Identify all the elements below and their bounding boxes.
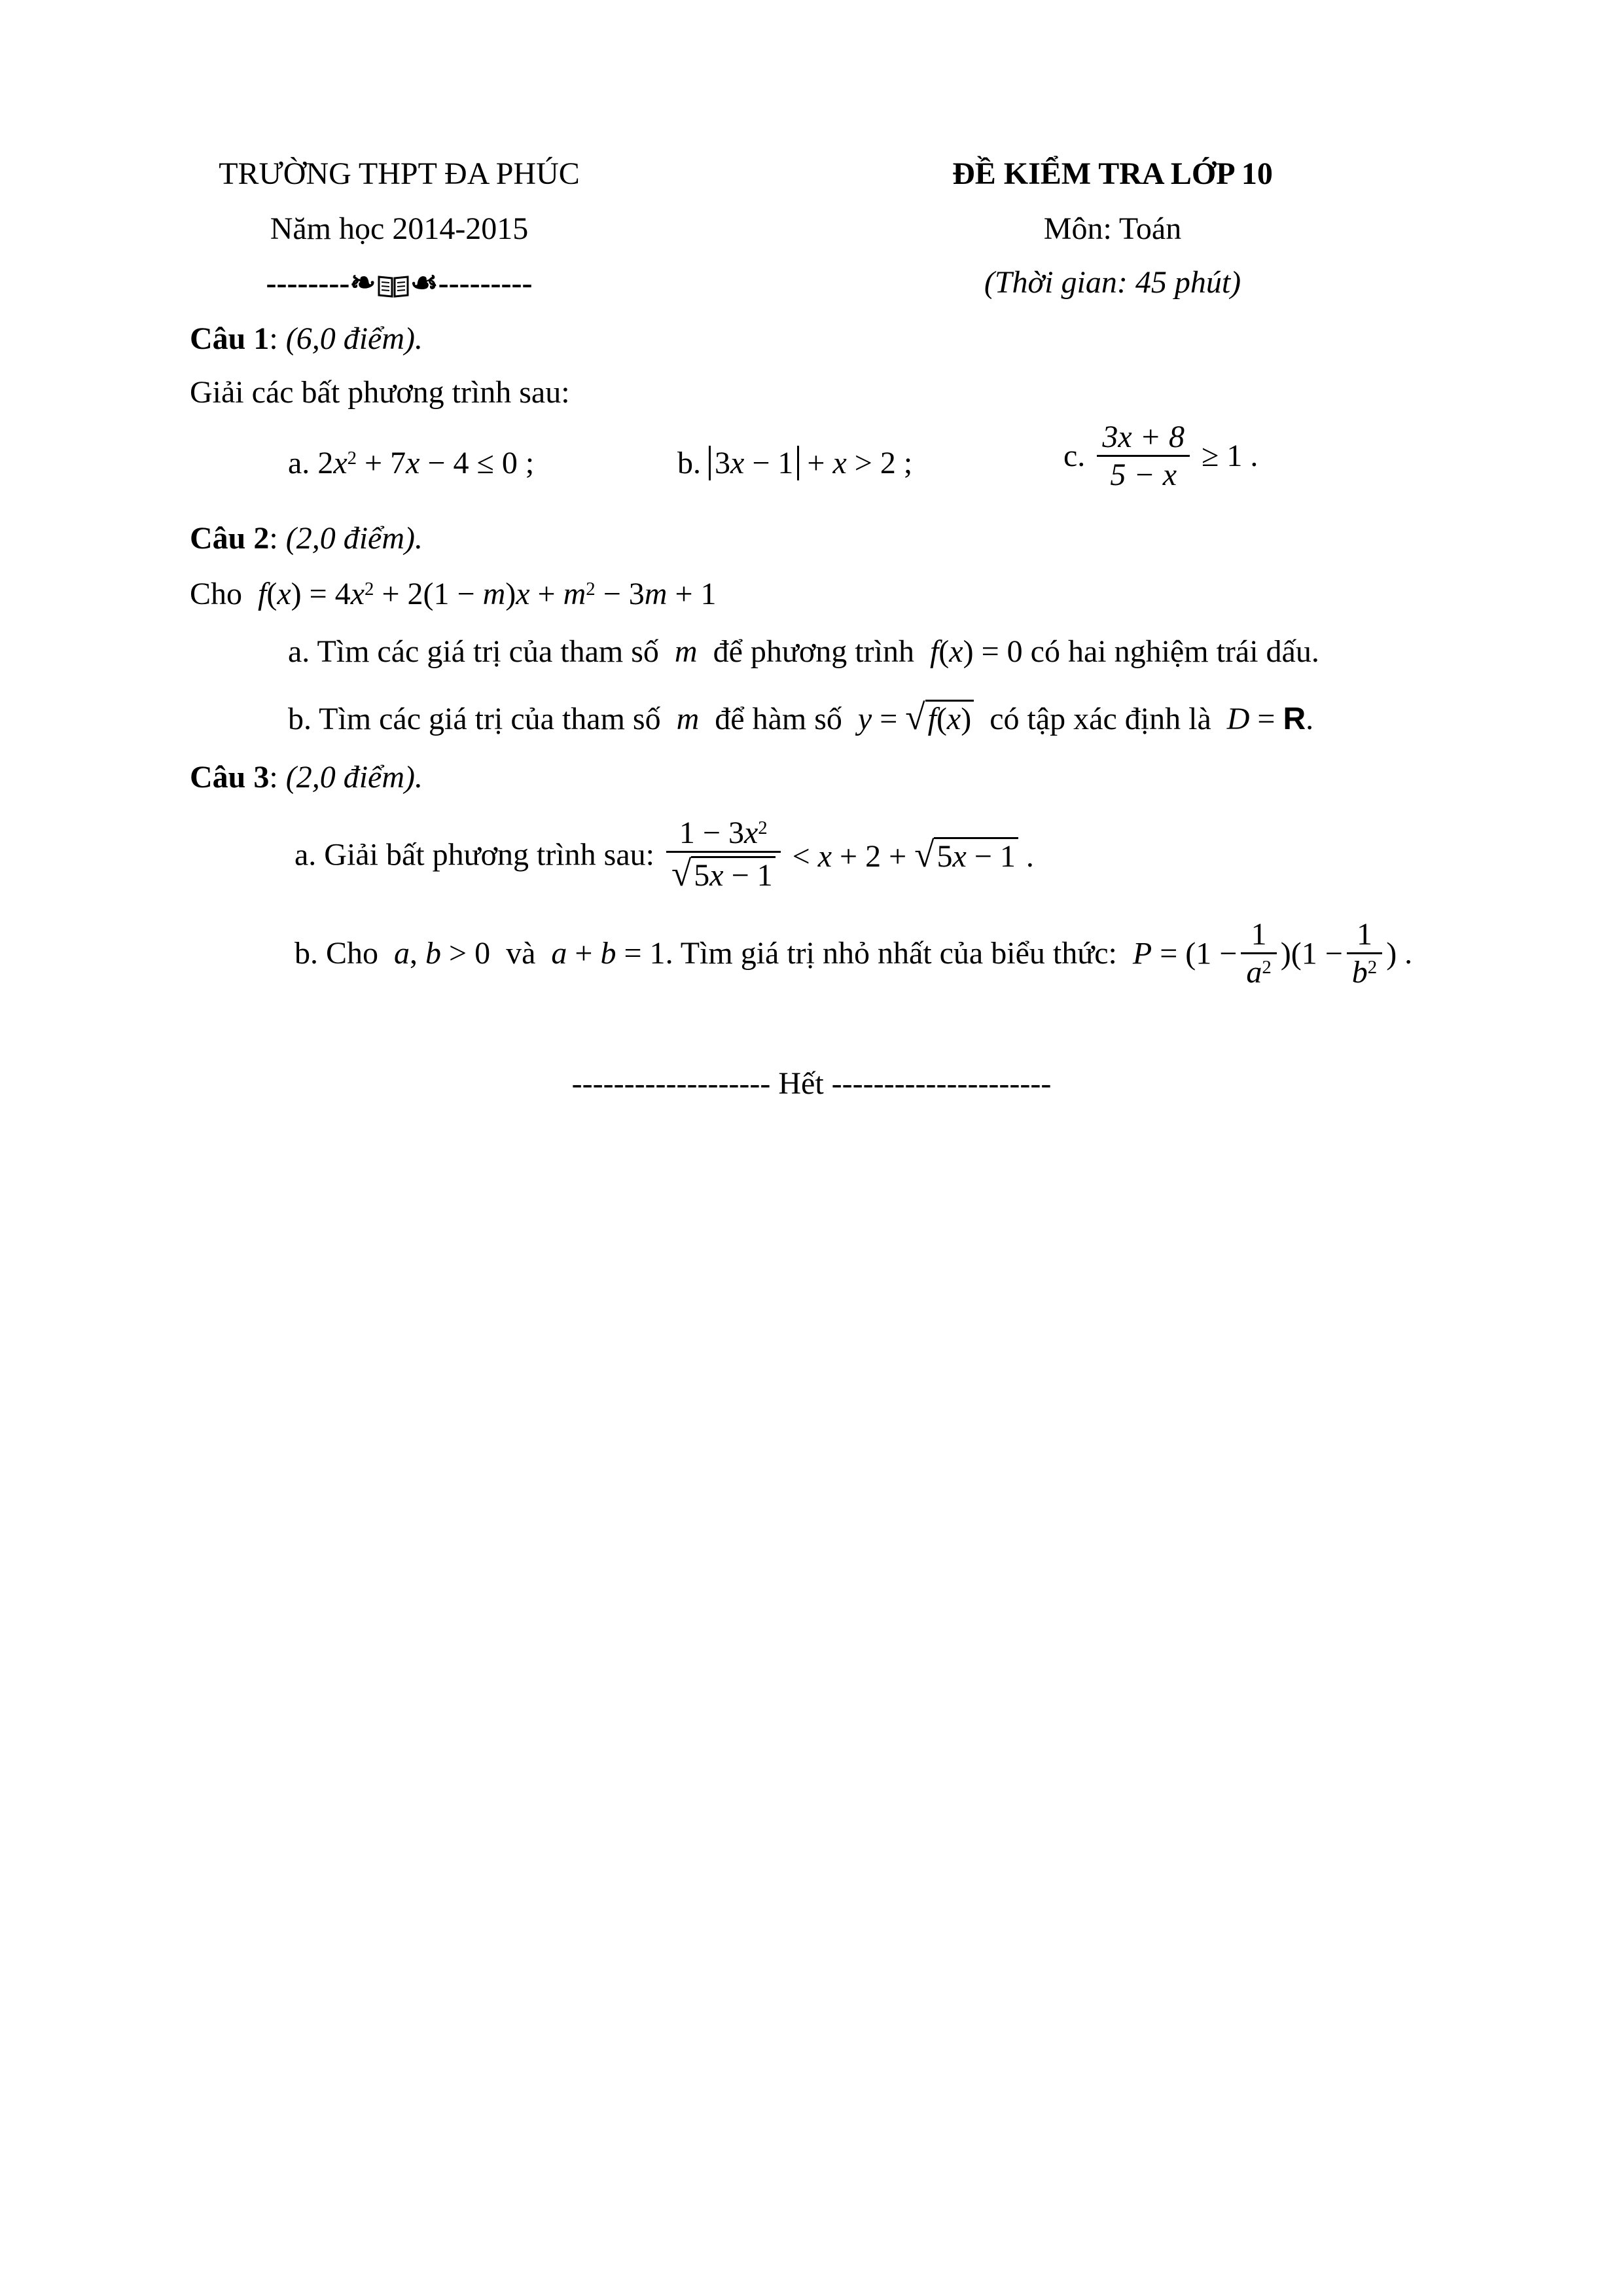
q2-cho: Cho — [190, 577, 243, 611]
q1-c-fraction — [1097, 419, 1190, 493]
q3-b-expression: P = (1 − $\frac{1}{a^2}$ )(1 − $\frac{1}{b^2}$ ) — [1132, 917, 1397, 990]
q3-a-text: a. Giải bất phương trình sau: — [294, 837, 654, 872]
school-year: Năm học 2014-2015 — [270, 211, 529, 246]
q2-b-end: . — [1306, 702, 1314, 736]
q1-points: (6,0 điểm). — [285, 321, 423, 356]
q2-b-formula: y = √f(x) — [858, 702, 974, 736]
q1-b-label: b. — [677, 446, 701, 480]
q1-part-a — [288, 445, 534, 481]
ornament-swirl-left: ❧ — [349, 266, 376, 300]
q2-part-a — [288, 634, 1319, 670]
q2-points: (2,0 điểm). — [285, 521, 423, 556]
q2-heading: Câu 2: (2,0 điểm). — [190, 521, 423, 556]
q1-a-formula: $2x^2 + 7x - 4 \le 0$ ; — [317, 446, 535, 480]
q3-points: (2,0 điểm). — [285, 760, 423, 795]
book-icon — [376, 273, 410, 299]
q2-b-domain: D = R — [1226, 702, 1306, 736]
q2-a-param: m — [666, 634, 705, 669]
q3-a-numerator: $1 - 3x^2$ — [666, 815, 781, 853]
q1-part-c — [1063, 419, 1258, 493]
q1-c-numerator: 3x + 8 — [1097, 419, 1190, 457]
q2-a-text1: a. Tìm các giá trị của tham số — [288, 634, 659, 669]
q1-c-denominator: 5 − x — [1110, 457, 1177, 493]
q3-part-b — [294, 916, 1412, 990]
exam-title: ĐỀ KIỂM TRA LỚP 10 — [952, 156, 1273, 191]
q2-a-formula: f(x) = 0 — [929, 634, 1023, 669]
q3-b-end: . — [1404, 936, 1413, 971]
q3-part-a — [294, 815, 1034, 895]
q2-part-b — [288, 696, 1313, 738]
q2-a-text3: có hai nghiệm trái dấu. — [1030, 634, 1319, 669]
q1-c-tail: ≥ 1 . — [1202, 439, 1258, 474]
q1-part-b — [677, 445, 912, 481]
ornament-swirl-right: ☙ — [410, 266, 438, 300]
q2-label: Câu 2 — [190, 521, 270, 556]
q3-b-condition: a, b > 0 — [394, 936, 499, 971]
q2-function — [190, 576, 717, 612]
q1-c-label: c. — [1063, 439, 1086, 474]
ornament-dashes-left: -------- — [266, 266, 350, 300]
q2-b-text1: b. Tìm các giá trị của tham số — [288, 702, 661, 736]
q1-heading: Câu 1: (6,0 điểm). — [190, 321, 423, 356]
q1-instruction: Giải các bất phương trình sau: — [190, 375, 570, 410]
exam-time: (Thời gian: 45 phút) — [984, 265, 1241, 300]
header-ornament — [170, 264, 628, 301]
q1-label: Câu 1 — [190, 321, 270, 356]
q3-a-fraction — [666, 815, 781, 895]
exam-subject: Môn: Toán — [1043, 211, 1182, 246]
ornament-dashes-right: --------- — [438, 266, 533, 300]
q3-b-text1: b. Cho — [294, 936, 379, 971]
q2-a-text2: để phương trình — [713, 634, 914, 669]
q3-a-rhs: < x + 2 + √5x − 1 . — [792, 834, 1034, 875]
q3-b-text2: và — [506, 936, 536, 971]
q2-b-text2: để hàm số — [715, 702, 842, 736]
q1-b-formula: 3x − 1 + x > 2 ; — [709, 446, 912, 480]
school-name: TRƯỜNG THPT ĐA PHÚC — [219, 156, 580, 191]
end-marker: ------------------- Hết --------------------- — [571, 1066, 1052, 1101]
q3-a-denominator: √5x − 1 — [666, 853, 781, 894]
q2-b-text3: có tập xác định là — [990, 702, 1211, 736]
q3-b-sum: a + b = 1 — [551, 936, 666, 971]
q2-function-formula: $f(x) = 4x^2 + 2(1 - m)x + m^2 - 3m + 1$ — [258, 577, 717, 611]
q3-b-text3: . Tìm giá trị nhỏ nhất của biểu thức: — [665, 936, 1117, 971]
q1-a-label: a. — [288, 446, 310, 480]
q3-heading: Câu 3: (2,0 điểm). — [190, 760, 423, 795]
q3-label: Câu 3 — [190, 760, 270, 795]
q2-b-param: m — [668, 702, 707, 736]
